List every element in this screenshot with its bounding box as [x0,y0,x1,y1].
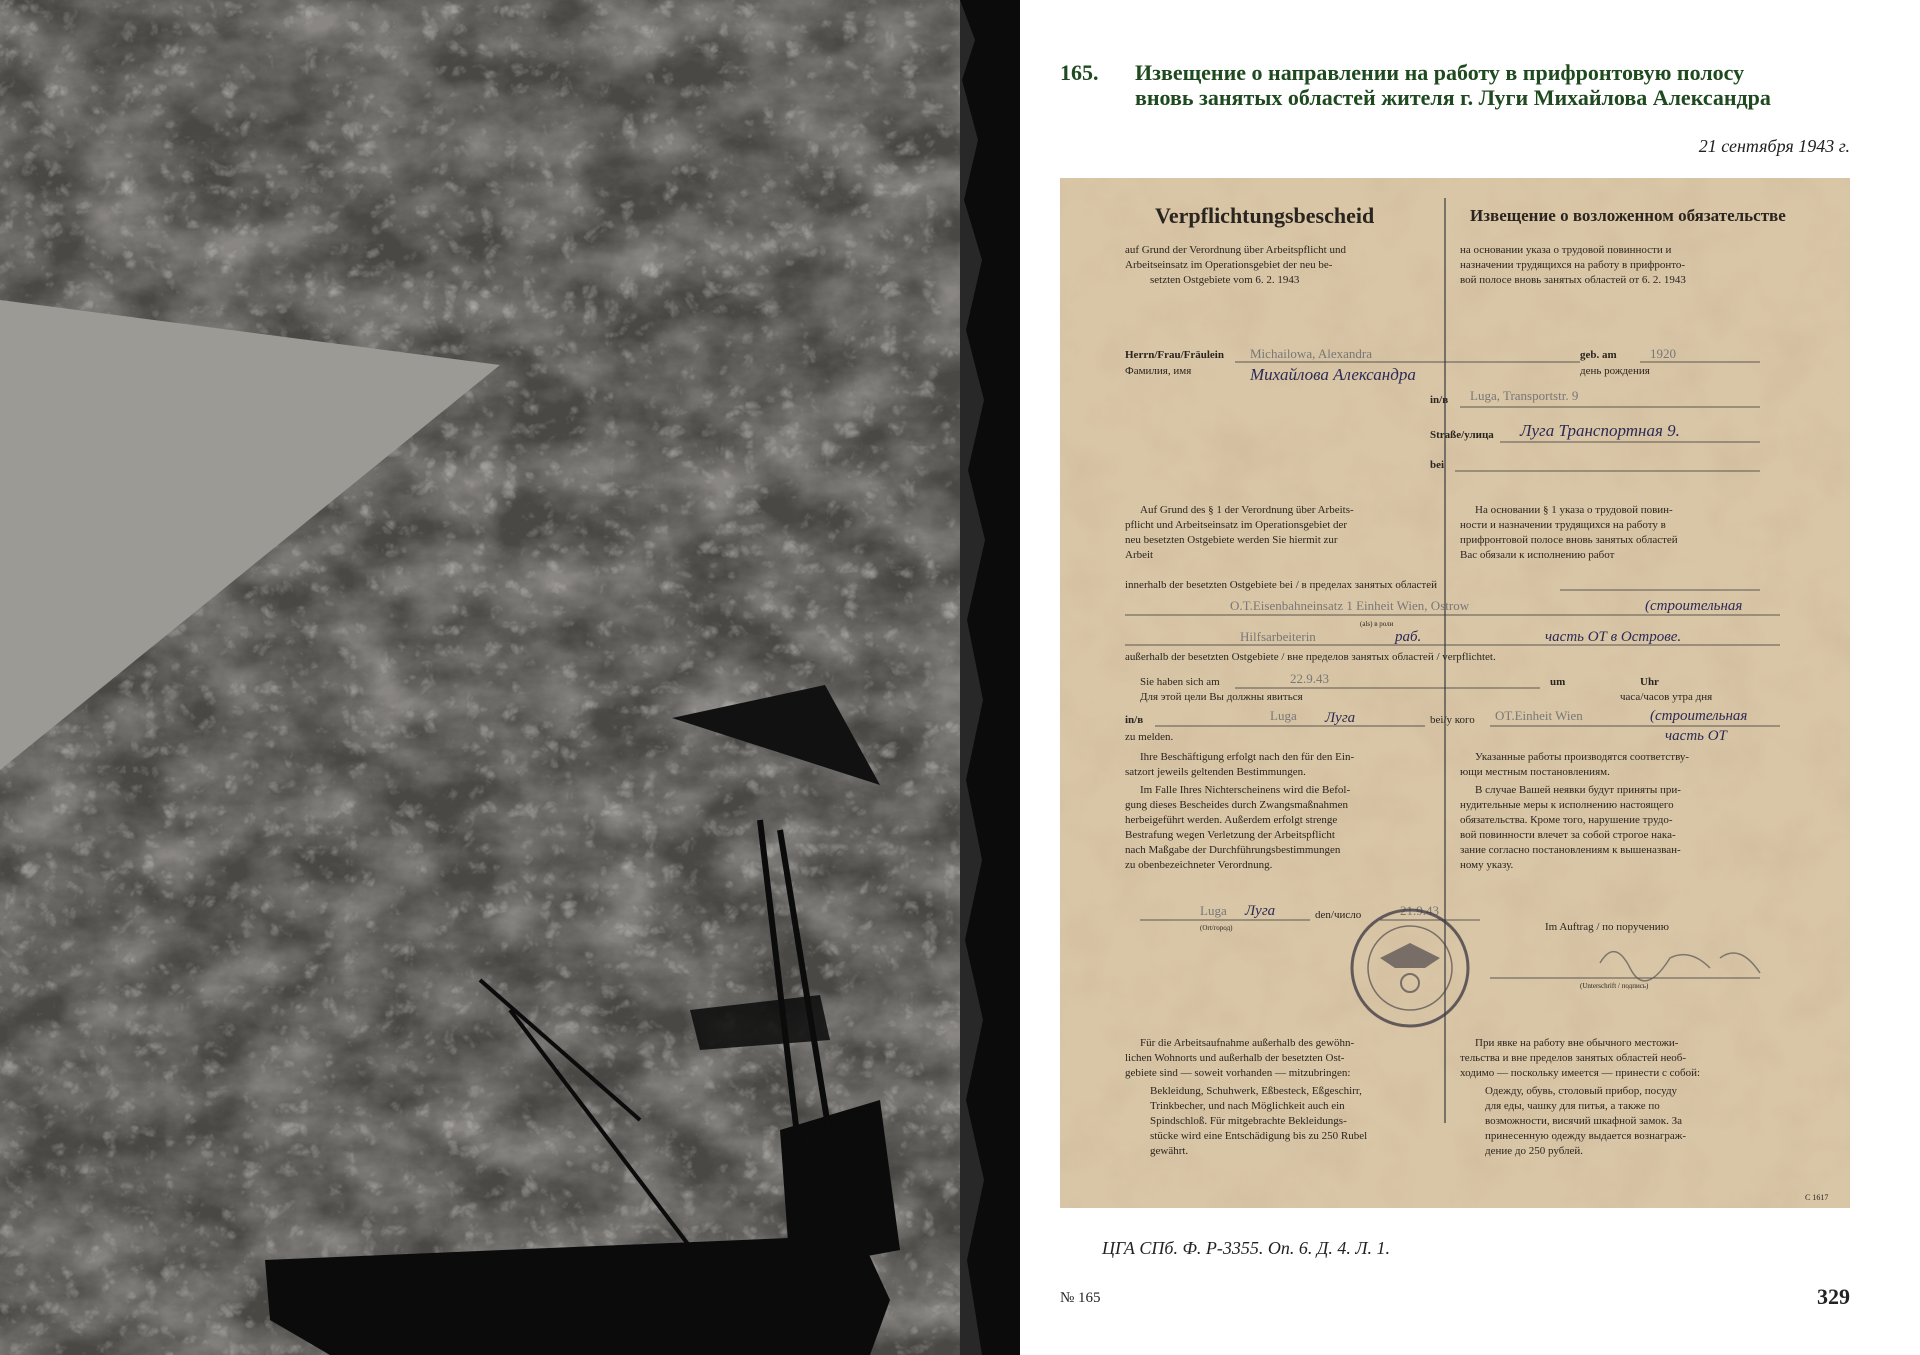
label-in-2: in/в [1125,714,1144,726]
scanned-document-image [1060,178,1850,1208]
paragraph-russian-line: дение до 250 рублей. [1485,1145,1584,1157]
handwritten-street: Луга Транспортная 9. [1520,421,1680,440]
paragraph-german-line: gebiete sind — soweit vorhanden — mitzubringen: [1125,1067,1351,1079]
paragraph-russian-line: нудительные меры к исполнению настоящего [1460,799,1674,811]
book-page [1020,0,1920,1355]
document-date: 21 сентября 1943 г. [1698,136,1850,156]
typed-report-date: 22.9.43 [1290,671,1329,686]
paragraph-russian-line: ности и назначении трудящихся на работу в [1460,519,1666,531]
typed-place: Luga [1270,708,1297,723]
document-number: 165. [1060,60,1099,85]
paragraph-german-line: gung dieses Bescheides durch Zwangsmaßnahmen [1125,799,1348,811]
paragraph-german-line: nach Maßgabe der Durchführungsbestimmungen [1125,844,1341,856]
subtitle-german-line: Arbeitseinsatz im Operationsgebiet der neu be- [1125,259,1333,271]
paragraph-german-line: Auf Grund des § 1 der Verordnung über Arbeits- [1140,504,1354,516]
label-uhr: Uhr [1640,676,1659,688]
subtitle-russian-line: назначении трудящихся на работу в прифронто- [1460,259,1686,271]
typed-sign-place: Luga [1200,903,1227,918]
label-auftrag: Im Auftrag / по поручению [1545,921,1669,933]
paragraph-russian-line: вой повинности влечет за собой строгое нака- [1460,829,1676,841]
document-title-line-2: вновь занятых областей жителя г. Луги Михайлова Александра [1135,85,1771,110]
document-title-line-1: Извещение о направлении на работу в прифронтовую полосу [1135,60,1745,85]
paragraph-russian-line: Одежду, обувь, столовый прибор, посуду [1485,1085,1678,1097]
paragraph-german-line: stücke wird eine Entschädigung bis zu 250 Rubel [1150,1130,1368,1142]
paragraph-german-line: satzort jeweils geltenden Bestimmungen. [1125,766,1306,778]
paragraph-german-line: Bekleidung, Schuhwerk, Eßbesteck, Eßgeschirr, [1150,1085,1362,1097]
paragraph-russian-line: ному указу. [1460,859,1514,871]
label-report-russian: Для этой цели Вы должны явиться [1140,691,1303,703]
handwritten-role: раб. [1395,629,1422,645]
typed-birth-year: 1920 [1650,346,1676,361]
label-signature: (Unterschrift / подпись) [1580,982,1649,990]
paragraph-german-line: Arbeit [1125,549,1154,561]
paragraph-russian-line: Указанные работы производятся соответству- [1475,751,1690,763]
paragraph-german-line: Für die Arbeitsaufnahme außerhalb des gewöhn- [1140,1037,1355,1049]
label-als: (als) в роли [1360,620,1394,628]
label-name-russian: Фамилия, имя [1125,365,1192,377]
paragraph-german-line: lichen Wohnorts und außerhalb der besetzten Ost- [1125,1052,1345,1064]
label-time-russian: часа/часов утра дня [1620,691,1713,703]
paragraph-german-line: neu besetzten Ostgebiete werden Sie hiermit zur [1125,534,1338,546]
typed-role: Hilfsarbeiterin [1240,629,1316,644]
label-zu-melden: zu melden. [1125,731,1174,743]
typed-organization: O.T.Eisenbahneinsatz 1 Einheit Wien, Ostrow [1230,598,1470,613]
page-number: 329 [1817,1284,1850,1309]
paragraph-russian-line: обязательства. Кроме того, нарушение трудо- [1460,814,1673,826]
paragraph-russian-line: На основании § 1 указа о трудовой повин- [1475,504,1673,516]
paragraph-german-line: Trinkbecher, und nach Möglichkeit auch ein [1150,1100,1345,1112]
title-russian: Извещение о возложенном обязательстве [1470,206,1786,225]
handwritten-unit-2: часть ОТ [1665,728,1727,744]
footer-document-number: № 165 [1060,1290,1101,1306]
label-outside: außerhalb der besetzten Ostgebiete / вне пределов занятых областей / verpflichtet. [1125,651,1496,663]
paragraph-russian-line: Вас обязали к исполнению работ [1460,549,1615,561]
subtitle-german-line: auf Grund der Verordnung über Arbeitspflicht und [1125,244,1346,256]
label-name-german: Herrn/Frau/Fräulein [1125,349,1224,361]
typed-address: Luga, Transportstr. 9 [1470,388,1579,403]
paragraph-german-line: pflicht und Arbeitseinsatz im Operationsgebiet der [1125,519,1348,531]
paragraph-russian-line: принесенную одежду выдается вознаграж- [1485,1130,1687,1142]
paragraph-russian-line: В случае Вашей неявки будут приняты при- [1475,784,1681,796]
paragraph-russian-line: для еды, чашку для питья, а также по [1485,1100,1660,1112]
typed-name: Michailowa, Alexandra [1250,346,1373,361]
paragraph-german-line: Ihre Beschäftigung erfolgt nach den für den Ein- [1140,751,1355,763]
handwritten-place: Луга [1325,710,1356,726]
paragraph-german-line: Bestrafung wegen Verletzung der Arbeitspflicht [1125,829,1335,841]
label-ort: (Ort/город) [1200,924,1233,932]
handwritten-organization: (строительная [1645,598,1743,614]
subtitle-russian-line: на основании указа о трудовой повинности и [1460,244,1672,256]
paragraph-german-line: Spindschloß. Für mitgebrachte Bekleidungs- [1150,1115,1347,1127]
paragraph-german-line: herbeigeführt werden. Außerdem erfolgt strenge [1125,814,1338,826]
paragraph-russian-line: ющи местным постановлениям. [1460,766,1610,778]
paragraph-russian-line: При явке на работу вне обычного местожи- [1475,1037,1679,1049]
subtitle-russian-line: вой полосе вновь занятых областей от 6. 2. 1943 [1460,274,1686,286]
typed-sign-date: 21.9.43 [1400,903,1439,918]
label-bei: bei [1430,459,1445,471]
label-birth-russian: день рождения [1580,365,1650,377]
typed-unit: OT.Einheit Wien [1495,708,1583,723]
paragraph-german-line: gewährt. [1150,1145,1189,1157]
label-within: innerhalb der besetzten Ostgebiete bei / в пределах занятых областей [1125,579,1437,591]
archive-source: ЦГА СПб. Ф. Р-3355. Оп. 6. Д. 4. Л. 1. [1102,1238,1391,1258]
handwritten-role-2: часть ОТ в Острове. [1545,629,1682,645]
label-report: Sie haben sich am [1140,676,1220,688]
label-street: Straße/улица [1430,429,1494,441]
label-bei-2: bei/у кого [1430,714,1475,726]
paragraph-german-line: Im Falle Ihres Nichterscheinens wird die Befol- [1140,784,1351,796]
paragraph-russian-line: возможности, висячий шкафной замок. За [1485,1115,1683,1127]
paragraph-german-line: zu obenbezeichneter Verordnung. [1125,859,1273,871]
label-um: um [1550,676,1566,688]
paragraph-russian-line: тельства и вне пределов занятых областей необ- [1460,1052,1687,1064]
paragraph-russian-line: прифронтовой полосе вновь занятых областей [1460,534,1678,546]
paragraph-russian-line: зание согласно постановлениям к вышеназван- [1460,844,1681,856]
label-in: in/в [1430,394,1449,406]
label-birth-german: geb. am [1580,349,1617,361]
title-german: Verpflichtungsbescheid [1155,203,1375,228]
label-den: den/число [1315,909,1362,921]
handwritten-unit: (строительная [1650,708,1748,724]
subtitle-german-line: setzten Ostgebiete vom 6. 2. 1943 [1150,274,1300,286]
handwritten-sign-place: Луга [1245,903,1276,919]
paragraph-russian-line: ходимо — поскольку имеется — принести с собой: [1460,1067,1701,1079]
form-code: C 1617 [1805,1193,1829,1202]
handwritten-name: Михайлова Александра [1250,365,1416,384]
